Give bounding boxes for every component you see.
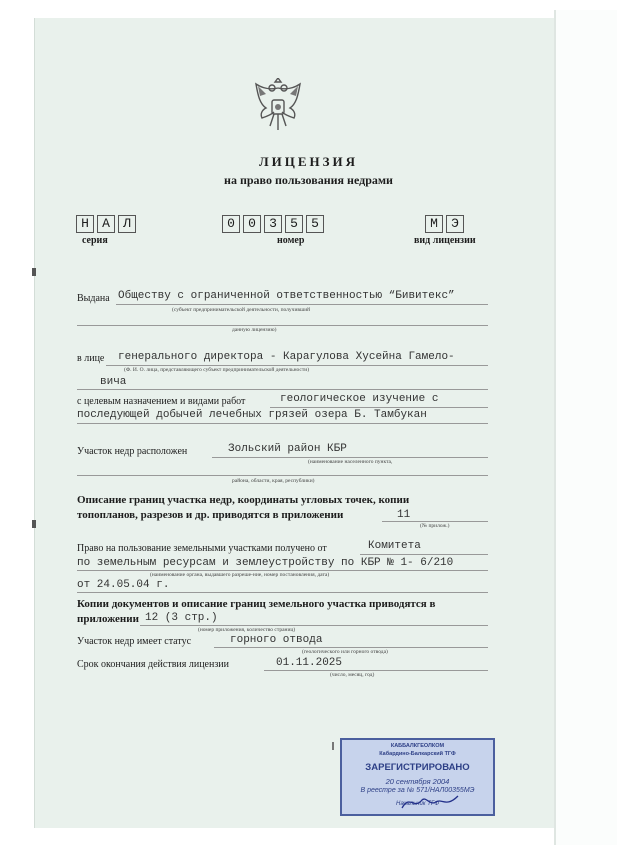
page-edge xyxy=(554,10,617,845)
number-char: 0 xyxy=(222,215,240,233)
series-char: А xyxy=(97,215,115,233)
number-boxes xyxy=(222,215,327,233)
document-subtitle: на право пользования недрами xyxy=(224,173,393,187)
copies-text: Копии документов и описание границ земельного участка приводятся в xyxy=(77,598,436,610)
status-label: Участок недр имеет статус xyxy=(77,636,192,647)
underline xyxy=(77,570,488,571)
land-value: Комитета xyxy=(368,540,421,552)
signature-icon xyxy=(400,790,460,814)
number-char: 5 xyxy=(306,215,324,233)
binding-mark xyxy=(32,268,36,276)
underline xyxy=(270,407,488,408)
land-hint: (наименование органа, выдавшего разреше-ние, номер постановления, дата) xyxy=(150,572,330,578)
stamp-date: 20 сентября 2004 xyxy=(385,777,450,786)
issued-hint: (субъект предпринимательской деятельности, получивший xyxy=(172,307,311,313)
person-hint: (Ф. И. О. лица, представляющего субъект предпринимательской деятельности) xyxy=(124,367,310,373)
underline xyxy=(140,625,488,626)
number-char: 5 xyxy=(285,215,303,233)
copies-value: 12 (3 стр.) xyxy=(145,612,218,624)
status-hint: (геологического или горного отвода) xyxy=(302,649,388,655)
status-value: горного отвода xyxy=(230,634,323,646)
type-boxes xyxy=(425,215,467,233)
location-value: Зольский район КБР xyxy=(228,443,347,455)
underline xyxy=(116,304,488,305)
type-char: М xyxy=(425,215,443,233)
purpose-label: с целевым назначением и видами работ xyxy=(77,396,246,407)
land-value-3: от 24.05.04 г. xyxy=(77,579,170,591)
expiry-value: 01.11.2025 xyxy=(276,657,343,669)
type-char: Э xyxy=(446,215,464,233)
expiry-hint: (число, месяц, год) xyxy=(330,672,375,678)
copies-label: приложении xyxy=(77,613,139,625)
document-title: ЛИЦЕНЗИЯ xyxy=(258,154,359,169)
type-label: вид лицензии xyxy=(414,235,476,246)
number-char: 3 xyxy=(264,215,282,233)
stamp-line: Кабардино-Балкарский ТГФ xyxy=(379,751,456,757)
location-hint-2: района, области, края, республики) xyxy=(232,478,315,484)
stamp-registered: ЗАРЕГИСТРИРОВАНО xyxy=(365,762,470,773)
series-boxes xyxy=(76,215,139,233)
land-value-2: по земельным ресурсам и землеустройству по КБР № 1- 6/210 xyxy=(77,557,454,569)
person-value: генерального директора - Карагулова Хусейна Гамело- xyxy=(118,351,455,363)
coat-of-arms-emblem-icon xyxy=(252,78,304,136)
person-label: в лице xyxy=(77,353,105,364)
issued-label: Выдана xyxy=(77,293,110,304)
purpose-value: геологическое изучение с xyxy=(280,393,439,405)
underline xyxy=(77,592,488,593)
underline xyxy=(214,647,488,648)
bounds-hint: (№ прилож.) xyxy=(420,523,450,529)
underline xyxy=(106,365,488,366)
underline xyxy=(77,325,488,326)
underline xyxy=(77,475,488,476)
land-label: Право на пользование земельными участками получено от xyxy=(77,543,327,554)
copies-hint: (номер приложения, количество страниц) xyxy=(198,627,296,633)
location-label: Участок недр расположен xyxy=(77,446,188,457)
series-char: Н xyxy=(76,215,94,233)
bounds-text: Описание границ участка недр, координаты угловых точек, копии xyxy=(77,494,410,506)
bounds-value: 11 xyxy=(397,509,411,521)
underline xyxy=(264,670,488,671)
purpose-value-2: последующей добычей лечебных грязей озера Б. Тамбукан xyxy=(77,409,427,421)
stamp-signatory: Начальник ТГФ xyxy=(395,801,440,807)
number-char: 0 xyxy=(243,215,261,233)
underline xyxy=(212,457,488,458)
issued-value: Обществу с ограниченной ответственностью “Бивитекс” xyxy=(118,290,455,302)
underline xyxy=(77,389,488,390)
number-label: номер xyxy=(277,235,305,246)
stamp-line: КАББАЛКГЕОЛКОМ xyxy=(390,743,445,749)
location-hint: (наименование населенного пункта, xyxy=(308,459,393,465)
binding-mark xyxy=(32,520,36,528)
stamp-registry-number: В реестре за № 571/НАЛ00355МЭ xyxy=(360,787,475,794)
issued-hint-2: данную лицензию) xyxy=(232,327,277,333)
bounds-text-2: топопланов, разрезов и др. приводятся в приложении xyxy=(77,509,344,521)
series-char: Л xyxy=(118,215,136,233)
expiry-label: Срок окончания действия лицензии xyxy=(77,659,229,670)
person-value-2: вича xyxy=(100,376,127,388)
underline xyxy=(360,554,488,555)
binding-mark xyxy=(332,742,334,750)
series-label: серия xyxy=(82,235,108,246)
underline xyxy=(77,423,488,424)
underline xyxy=(382,521,488,522)
